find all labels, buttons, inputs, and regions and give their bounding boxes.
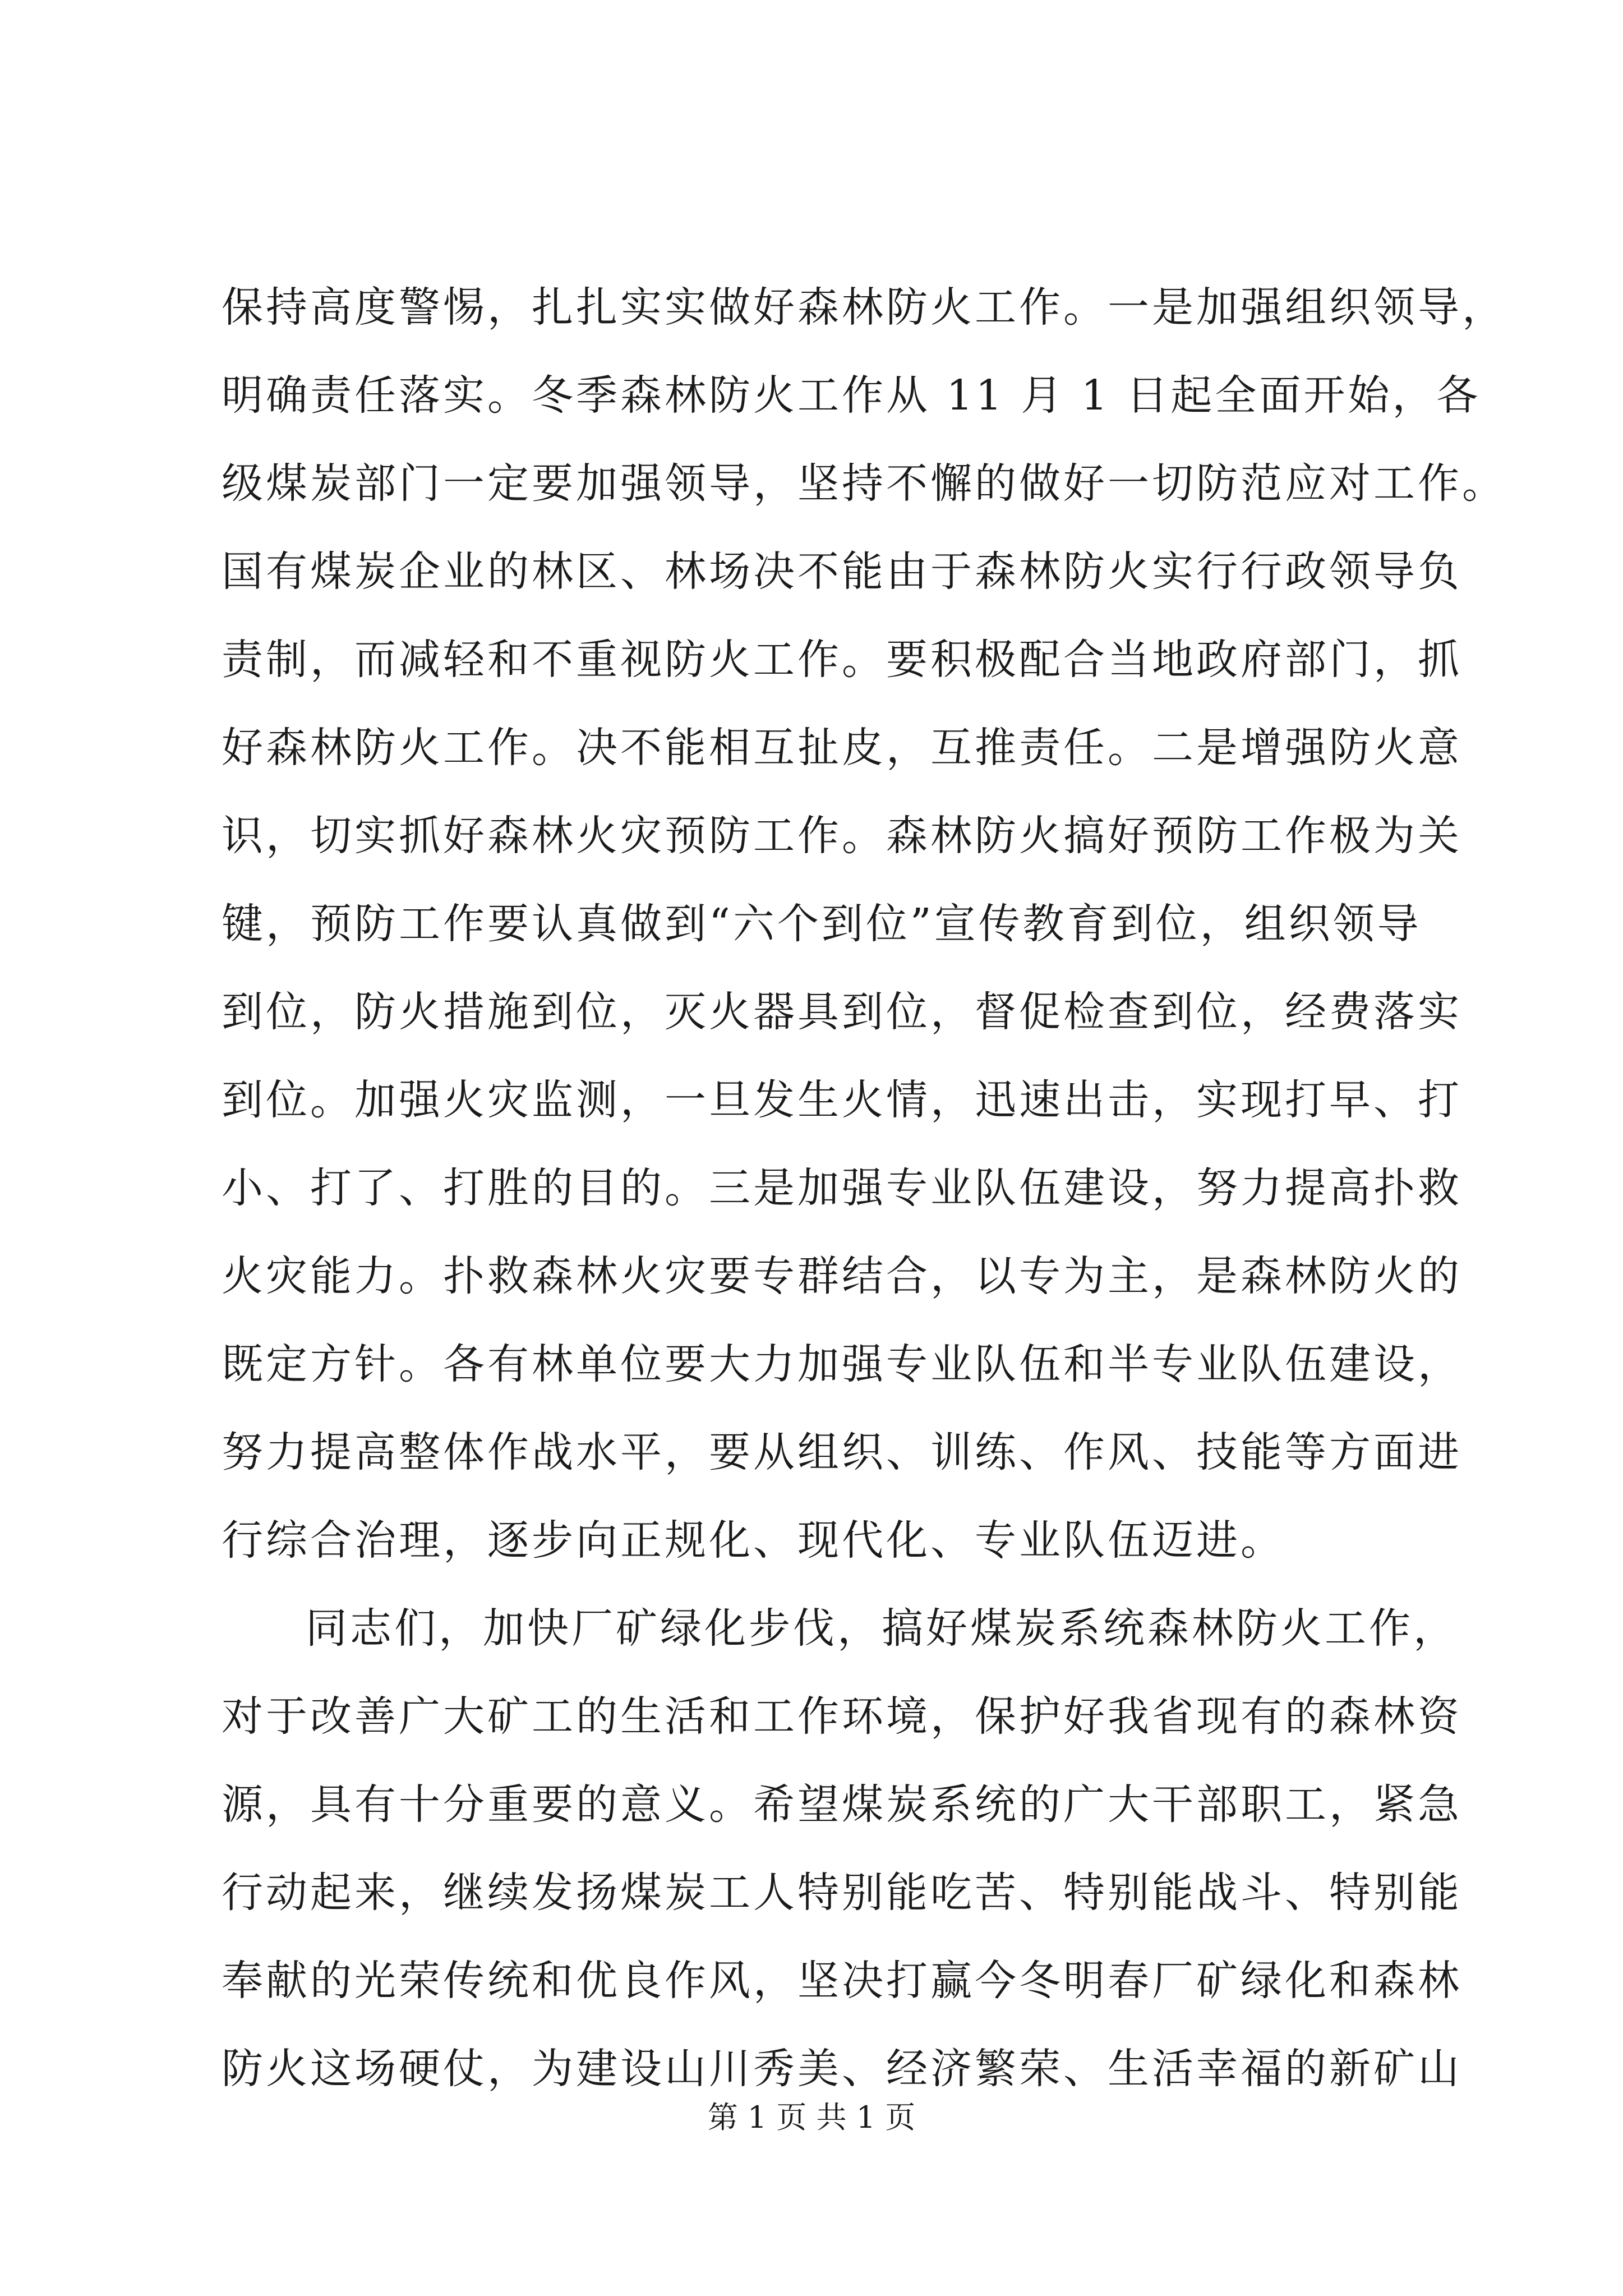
text-line: 到位，防火措施到位，灭火器具到位，督促检查到位，经费落实 — [222, 988, 1462, 1036]
text-line: 源，具有十分重要的意义。希望煤炭系统的广大干部职工，紧急 — [222, 1780, 1462, 1829]
text-line: 好森林防火工作。决不能相互扯皮，互推责任。二是增强防火意 — [222, 724, 1462, 772]
text-line: 到位。加强火灾监测，一旦发生火情，迅速出击，实现打早、打 — [222, 1076, 1462, 1124]
text-line: 明确责任落实。冬季森林防火工作从 11 月 1 日起全面开始，各 — [222, 371, 1481, 420]
text-line: 级煤炭部门一定要加强领导，坚持不懈的做好一切防范应对工作。 — [222, 459, 1506, 508]
text-line: 责制，而减轻和不重视防火工作。要积极配合当地政府部门，抓 — [222, 636, 1462, 684]
text-line: 国有煤炭企业的林区、林场决不能由于森林防火实行行政领导负 — [222, 547, 1462, 596]
text-line: 奉献的光荣传统和优良作风，坚决打赢今冬明春厂矿绿化和森林 — [222, 1957, 1462, 2005]
text-line: 行动起来，继续发扬煤炭工人特别能吃苦、特别能战斗、特别能 — [222, 1869, 1462, 1917]
text-line: 既定方针。各有林单位要大力加强专业队伍和半专业队伍建设， — [222, 1340, 1462, 1388]
text-line: 防火这场硬仗，为建设山川秀美、经济繁荣、生活幸福的新矿山 — [222, 2045, 1462, 2093]
text-line: 同志们，加快厂矿绿化步伐，搞好煤炭系统森林防火工作， — [306, 1604, 1458, 1653]
text-line: 保持高度警惕，扎扎实实做好森林防火工作。一是加强组织领导， — [222, 283, 1506, 332]
text-line: 努力提高整体作战水平，要从组织、训练、作风、技能等方面进 — [222, 1428, 1462, 1476]
document-body — [222, 264, 1506, 2113]
text-line: 行综合治理，逐步向正规化、现代化、专业队伍迈进。 — [222, 1516, 1285, 1565]
paragraph-2 — [222, 1585, 1478, 2113]
text-line: 火灾能力。扑救森林火灾要专群结合，以专为主，是森林防火的 — [222, 1252, 1462, 1300]
page-number-footer: 第 1 页 共 1 页 — [707, 2100, 916, 2135]
text-line: 识，切实抓好森林火灾预防工作。森林防火搞好预防工作极为关 — [222, 812, 1462, 860]
text-line: 键，预防工作要认真做到“六个到位”宣传教育到位，组织领导 — [222, 900, 1422, 948]
text-line: 小、打了、打胜的目的。三是加强专业队伍建设，努力提高扑救 — [222, 1164, 1462, 1212]
paragraph-1 — [222, 264, 1506, 1585]
text-line: 对于改善广大矿工的生活和工作环境，保护好我省现有的森林资 — [222, 1692, 1462, 1741]
